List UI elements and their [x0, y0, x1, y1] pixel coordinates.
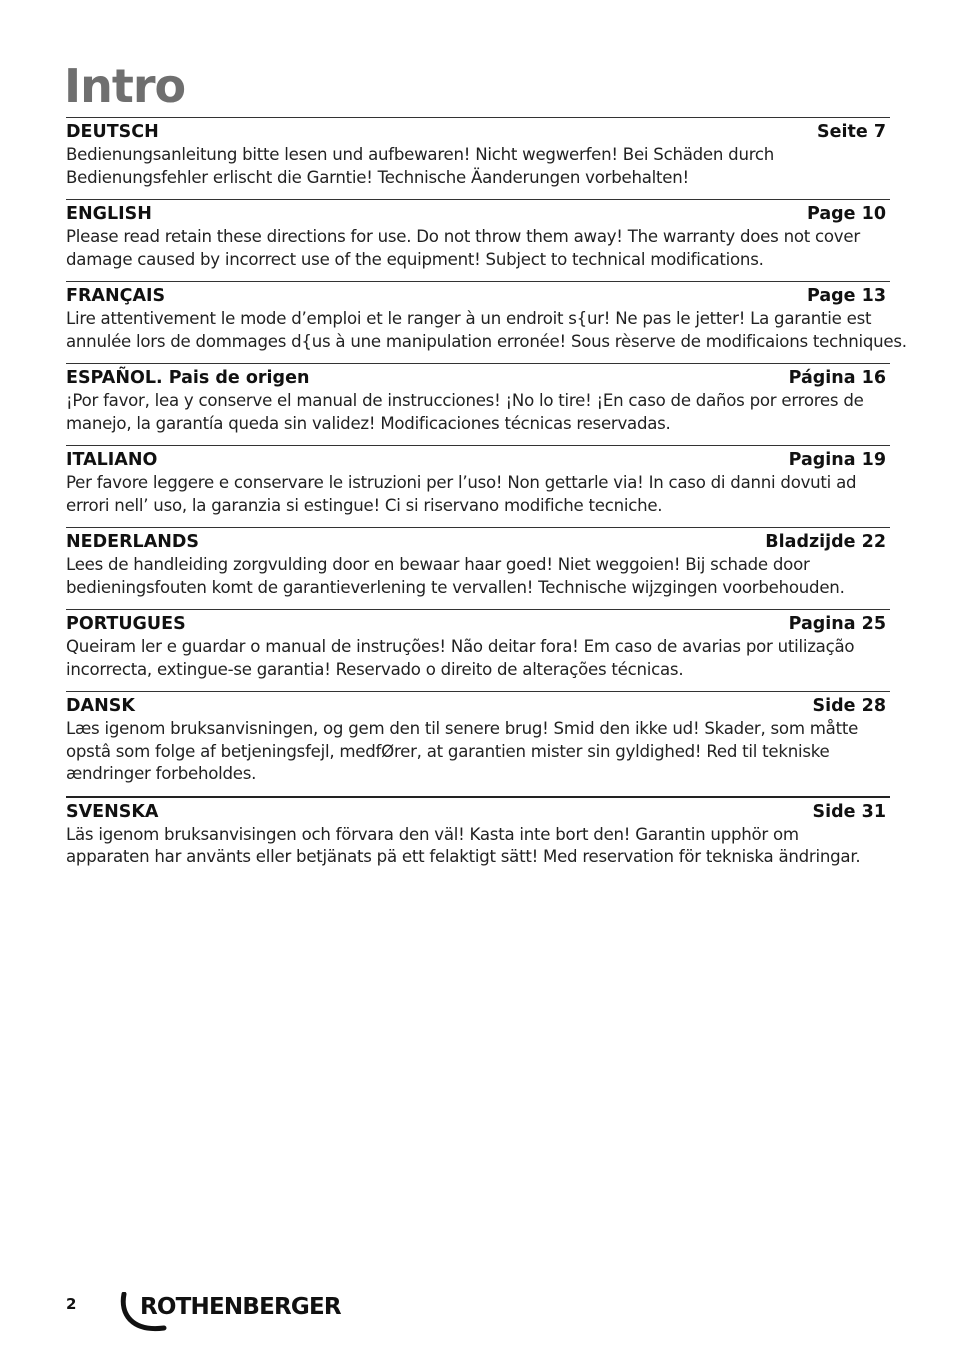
page-number: 2 [66, 1295, 77, 1313]
section-body-line: Lire attentivement le mode d’emploi et le ranger à un endroit s{ur! Ne pas le jetter! La garantie est [66, 309, 872, 328]
section-page-ref: Side 31 [812, 801, 886, 822]
section-body-line: manejo, la garantía queda sin validez! Modificaciones técnicas reservadas. [66, 413, 671, 433]
section-header [66, 801, 890, 824]
language-sections [66, 117, 907, 879]
section-header [66, 531, 890, 554]
section-header [66, 367, 890, 390]
section-header [66, 449, 890, 472]
section-language: ESPAÑOL. Pais de origen [66, 368, 310, 388]
section-body [66, 824, 890, 869]
section-page-ref: Pagina 25 [788, 614, 886, 634]
section-body-line: Queiram ler e guardar o manual de instruções! Não deitar fora! Em caso de avarias por utilização [66, 637, 855, 656]
section-body-line: Bedienungsfehler erlischt die Garntie! Technische Äanderungen vorbehalten! [66, 167, 689, 187]
section-body [66, 144, 890, 189]
language-section [66, 363, 890, 435]
language-section [66, 281, 907, 353]
section-body-line: ændringer forbeholdes. [66, 764, 257, 783]
section-page-ref: Bladzijde 22 [765, 532, 886, 552]
section-page-ref: Pagina 19 [788, 450, 886, 470]
section-language: ENGLISH [66, 204, 152, 224]
page-title: Intro [64, 59, 186, 113]
logo-text: ROTHENBERGER [140, 1294, 341, 1320]
language-section [66, 796, 890, 869]
section-body [66, 718, 890, 786]
section-body-line: opstâ som folge af betjeningsfejl, medfØrer, at garantien mister sin gyldighed! Red til tekniske [66, 741, 830, 761]
section-language: ITALIANO [66, 450, 158, 470]
section-body [66, 636, 890, 681]
section-header [66, 695, 890, 718]
section-header [66, 613, 890, 636]
section-body [66, 226, 890, 271]
section-language: PORTUGUES [66, 614, 186, 634]
section-body-line: errori nell’ uso, la garanzia si estingue! Ci si riservano modifiche tecniche. [66, 495, 663, 515]
section-body [66, 308, 907, 353]
language-section [66, 609, 890, 681]
section-language: FRANÇAIS [66, 286, 166, 306]
section-header [66, 121, 890, 144]
section-body [66, 390, 890, 435]
language-section [66, 445, 890, 517]
section-page-ref: Página 16 [788, 368, 886, 388]
section-page-ref: Page 13 [806, 286, 886, 306]
section-body [66, 554, 890, 599]
section-language: NEDERLANDS [66, 532, 200, 552]
section-body-line: Læs igenom bruksanvisningen, og gem den til senere brug! Smid den ikke ud! Skader, som måtte [66, 719, 859, 738]
section-body-line: annulée lors de dommages d{us à une manipulation erronée! Sous rèserve de modificaions techniques. [66, 331, 907, 351]
section-body [66, 472, 890, 517]
section-language: DANSK [66, 696, 135, 716]
section-body-line: Bedienungsanleitung bitte lesen und aufbewaren! Nicht wegwerfen! Bei Schäden durch [66, 145, 775, 164]
section-language: SVENSKA [66, 801, 159, 822]
language-section [66, 199, 890, 271]
section-header [66, 285, 890, 308]
section-body-line: bedieningsfouten komt de garantieverlening te vervallen! Technische wijzgingen voorbehouden. [66, 577, 845, 597]
language-section [66, 691, 890, 786]
section-body-line: Please read retain these directions for use. Do not throw them away! The warranty does not cover [66, 227, 860, 246]
section-body-line: damage caused by incorrect use of the equipment! Subject to technical modifications. [66, 249, 764, 269]
rothenberger-logo [118, 1290, 341, 1334]
section-body-line: apparaten har använts eller betjänats pä ett felaktigt sätt! Med reservation för tekniska ändringar. [66, 847, 861, 866]
section-language: DEUTSCH [66, 122, 159, 142]
section-body-line: Läs igenom bruksanvisingen och förvara den väl! Kasta inte bort den! Garantin upphör om [66, 824, 799, 844]
section-page-ref: Side 28 [812, 696, 886, 716]
section-body-line: incorrecta, extingue-se garantia! Reservado o direito de alterações técnicas. [66, 659, 684, 679]
section-header [66, 203, 890, 226]
section-page-ref: Page 10 [806, 204, 886, 224]
language-section [66, 117, 890, 189]
section-body-line: Per favore leggere e conservare le istruzioni per l’uso! Non gettarle via! In caso di danni dovuti ad [66, 473, 857, 492]
section-body-line: Lees de handleiding zorgvulding door en bewaar haar goed! Niet weggoien! Bij schade door [66, 555, 810, 574]
section-page-ref: Seite 7 [817, 122, 886, 142]
section-body-line: ¡Por favor, lea y conserve el manual de instrucciones! ¡No lo tire! ¡En caso de daños por errores de [66, 391, 864, 410]
language-section [66, 527, 890, 599]
